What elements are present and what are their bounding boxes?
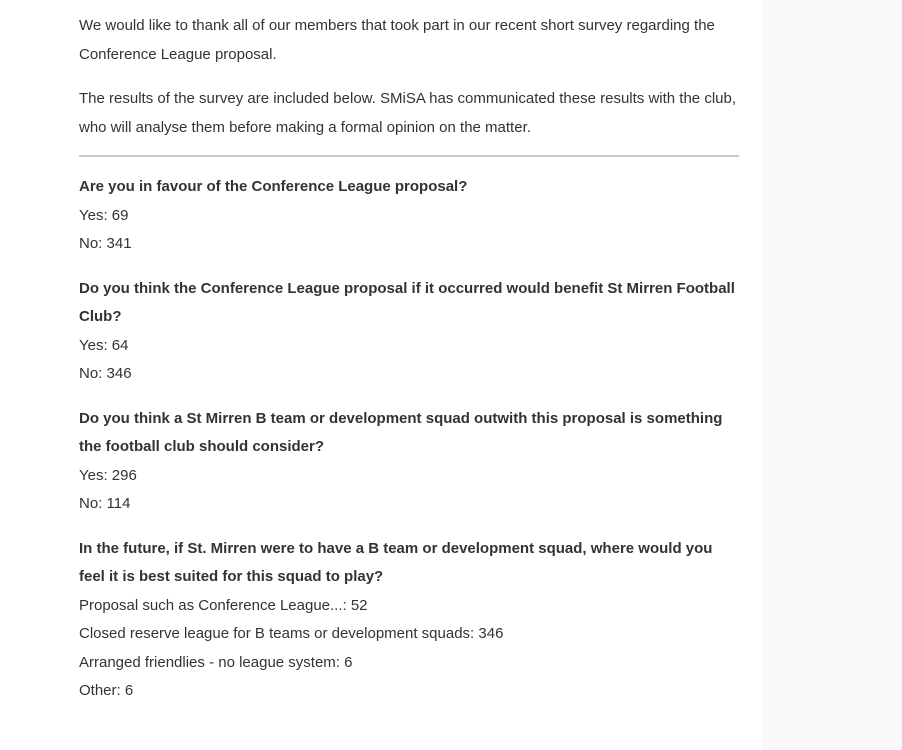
answer-line: Yes: 64 (79, 336, 129, 354)
answer-line: Yes: 296 (79, 466, 137, 484)
question-text: Do you think the Conference League proposal if it occurred would benefit St Mirren Football Club? (79, 279, 735, 325)
question-text: Do you think a St Mirren B team or development squad outwith this proposal is something the football club should consider? (79, 409, 723, 455)
question-text: Are you in favour of the Conference League proposal? (79, 178, 468, 195)
answer-line: Yes: 69 (79, 206, 129, 224)
answer-line: Arranged friendlies - no league system: 6 (79, 653, 353, 671)
answer-line: No: 114 (79, 495, 131, 512)
article-content (79, 12, 739, 706)
survey-question-1 (79, 173, 739, 259)
survey-question-2 (79, 275, 739, 389)
answer-line: Closed reserve league for B teams or development squads: 346 (79, 625, 504, 642)
intro-thanks-paragraph: We would like to thank all of our members that took part in our recent short survey regarding the Conference League proposal. (79, 17, 715, 63)
section-divider (79, 155, 739, 157)
question-text: In the future, if St. Mirren were to have a B team or development squad, where would you feel it is best suited for this squad to play? (79, 539, 713, 585)
answer-line: Proposal such as Conference League...: 52 (79, 596, 368, 614)
answer-line: No: 341 (79, 235, 132, 252)
answer-line: Other: 6 (79, 682, 134, 699)
answer-line: No: 346 (79, 365, 132, 382)
survey-question-4 (79, 535, 739, 706)
survey-question-3 (79, 405, 739, 519)
intro-results-paragraph: The results of the survey are included below. SMiSA has communicated these results with the club, who will analyse them before making a formal opinion on the matter. (79, 90, 736, 136)
